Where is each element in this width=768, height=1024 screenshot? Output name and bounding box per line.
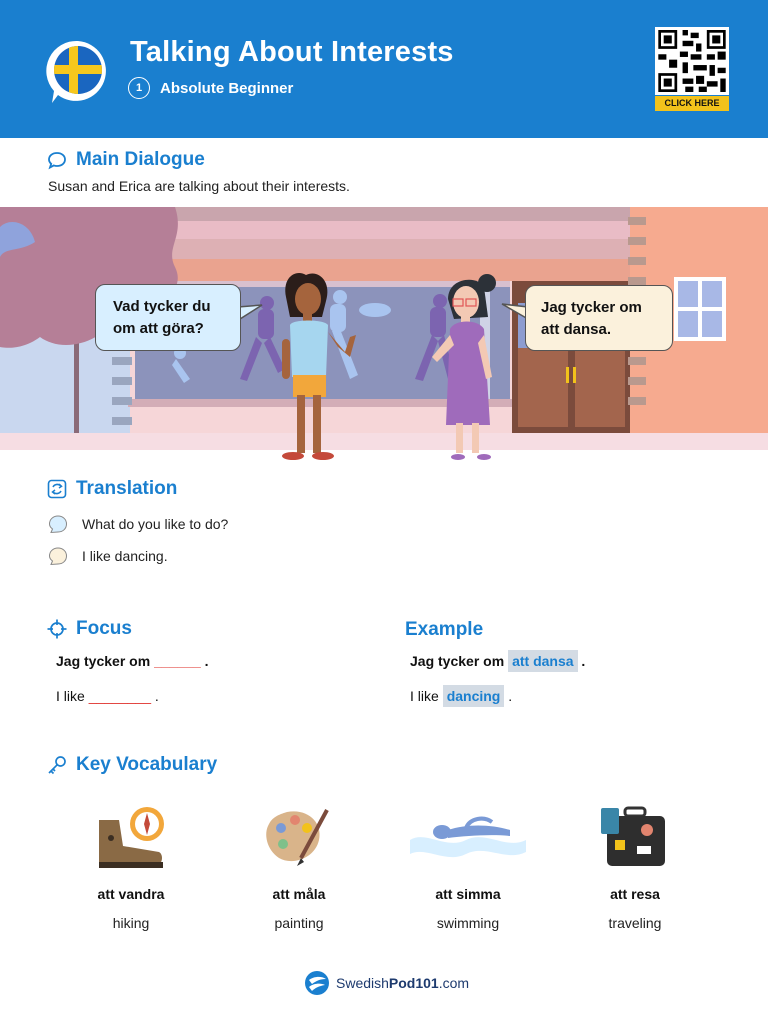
focus-english-prefix: I like (56, 688, 85, 704)
footer-brand (336, 975, 469, 991)
header-banner (0, 0, 768, 138)
level-label: Absolute Beginner (160, 79, 294, 97)
bubble-line: att dansa. (541, 321, 612, 338)
translation-line (48, 514, 228, 534)
vocab-item (219, 800, 379, 931)
focus-swedish-prefix: Jag tycker om (56, 653, 151, 669)
bubble-line: Jag tycker om (541, 299, 642, 316)
speech-bubble-erica (525, 285, 673, 351)
brand-part: Pod101 (388, 975, 439, 991)
qr-code-icon (655, 27, 729, 95)
key-icon (47, 755, 67, 775)
suitcase-icon (593, 800, 677, 874)
section-title: Focus (76, 618, 132, 639)
period: . (508, 688, 513, 704)
beige-speech-bubble-icon (48, 546, 68, 566)
focus-swedish-line (56, 653, 209, 669)
translation-text: I like dancing. (82, 548, 168, 564)
bubble-line: Vad tycker du (113, 298, 211, 315)
section-title: Translation (76, 478, 178, 499)
vocab-swedish: att simma (435, 886, 501, 902)
example-highlight: att dansa (508, 650, 577, 672)
hiking-boot-icon (89, 800, 173, 874)
period: . (154, 688, 159, 704)
page-title: Talking About Interests (130, 36, 454, 68)
focus-blank: ______ (154, 653, 201, 669)
vocab-item (51, 800, 211, 931)
section-title: Example (405, 619, 484, 640)
vocab-english: painting (274, 915, 324, 931)
chat-bubble-icon (47, 150, 67, 170)
example-highlight: dancing (443, 685, 505, 707)
translation-text: What do you like to do? (82, 516, 229, 532)
brand-part: .com (438, 975, 470, 991)
example-swedish-line (410, 653, 585, 669)
period: . (204, 653, 209, 669)
main-dialogue-heading (47, 149, 205, 171)
focus-blank: ________ (88, 688, 151, 704)
vocab-item (388, 800, 548, 931)
example-english-line (410, 688, 512, 704)
vocab-swedish: att måla (272, 886, 326, 902)
vocab-english: swimming (436, 915, 500, 931)
qr-code-link[interactable] (655, 27, 729, 111)
vocab-item (555, 800, 715, 931)
vocab-english: hiking (112, 915, 150, 931)
click-here-button[interactable]: CLICK HERE (655, 96, 729, 111)
vocab-swedish: att resa (610, 886, 660, 902)
dialogue-intro: Susan and Erica are talking about their interests. (48, 178, 350, 194)
key-vocabulary-heading (47, 754, 217, 776)
vocab-swedish: att vandra (97, 886, 165, 902)
speech-bubble-susan (95, 284, 241, 351)
level-indicator (128, 77, 293, 99)
example-english-prefix: I like (410, 688, 439, 704)
swedish-flag-chat-icon (44, 37, 112, 105)
crosshair-icon (47, 619, 67, 639)
section-title: Key Vocabulary (76, 754, 218, 775)
translation-line (48, 546, 168, 566)
translate-arrows-icon (47, 479, 67, 499)
footer-brand-link[interactable] (304, 970, 469, 996)
period: . (581, 653, 586, 669)
translation-heading (47, 478, 177, 500)
focus-heading (47, 618, 132, 640)
swedishpod101-logo-icon (304, 970, 330, 996)
brand-part: Swedish (336, 975, 389, 991)
palette-icon (257, 800, 341, 874)
section-title: Main Dialogue (76, 149, 205, 170)
bubble-line: om att göra? (113, 320, 204, 337)
vocab-english: traveling (608, 915, 662, 931)
focus-english-line (56, 688, 159, 704)
level-number-badge: 1 (128, 77, 150, 99)
example-swedish-prefix: Jag tycker om (410, 653, 505, 669)
example-heading (405, 619, 483, 641)
blue-speech-bubble-icon (48, 514, 68, 534)
swimmer-icon (406, 800, 530, 874)
